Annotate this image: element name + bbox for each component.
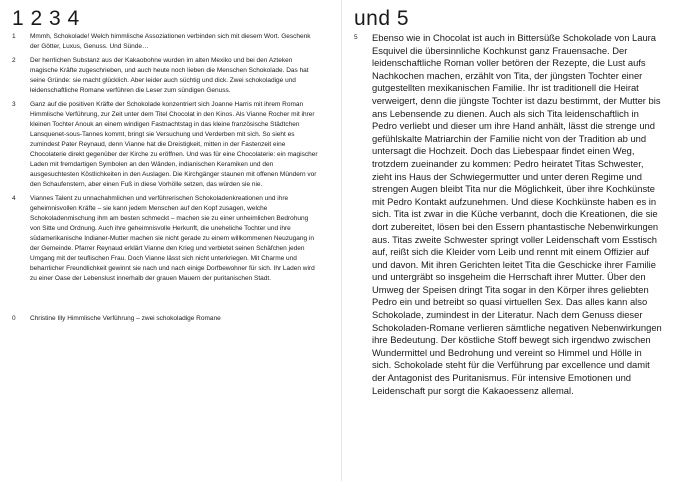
paragraph-number: 3 — [12, 101, 16, 108]
paragraph-3 — [12, 100, 318, 190]
paragraph-text: Ganz auf die positiven Kräfte der Schokolade konzentriert sich Joanne Harris mit ihrem Roman Himmlische Verführung, zur Zeit unter dem Titel Chocolat in den Kinos. Als Vianne Rocher mit ihrer kleinen Tochter Anouk an einem windigen Fastnachtstag in das kleine französische Städtchen Lansquenet-sous-Tannes kommt, bringt sie Versuchung und Verderben mit sich. So sieht es zumindest Pater Reynaud, denn Vianne hat die Dreistigkeit, mitten in der Fastenzeit eine Chocolaterie direkt gegenüber der Kirche zu eröffnen. Und was für eine Chocolaterie: ein magischer Laden mit fremdartigen Symbolen an den Wänden, indianischen Keramiken und den ausgesuchtesten Köstlichkeiten in den Auslagen. Die Kirchgänger staunen mit offenen Mündern vor den Schaufenstern, aber einen Fuß in diese Vorhölle setzen, das würden sie nie. — [30, 101, 318, 188]
footnote — [12, 314, 318, 324]
left-page-heading: 1 2 3 4 — [12, 7, 80, 30]
paragraph-number: 1 — [12, 33, 16, 40]
paragraph-5 — [354, 32, 662, 397]
paragraph-text: Viannes Talent zu unnachahmlichen und verführerischen Schokoladenkreationen und ihre geheimnisvollen Kräfte – sie kann jedem Menschen auf den Kopf zusagen, welche Schokoladenmischung ihm am besten schmeckt – machen sie zu einer unheimlichen Bedrohung von Sitte und Ordnung. Auch ihre geheimnisvolle Herkunft, die uneheliche Tochter und ihre südamerikanische Indianer-Mutter machen sie nicht gerade zu einem willkommenen Neuzugang in der Gemeinde. Pfarrer Reynaud erklärt Vianne den Krieg und verbietet seinen Schäfchen jeden Umgang mit der teuflischen Frau. Doch Vianne lässt sich nicht unterkriegen. Mit Charme und beharrlicher Freundlichkeit gewinnt sie nach und nach einige Dorfbewohner für sich. Ihr Laden wird zu einer Oase der Lebenslust innerhalb der grauen Mauern der puritanischen Stadt. — [30, 195, 315, 282]
paragraph-number: 5 — [354, 34, 358, 41]
paragraph-text: Ebenso wie in Chocolat ist auch in Bittersüße Schokolade von Laura Esquivel die übersinnliche Kochkunst ganz Frauensache. Der leidenschaftliche Roman voller betören der Rezepte, die Lust aufs Nachkochen machen, erzählt von Tita, der jüngsten Tochter einer gutgestellten mexikanischen Familie. Ihr ist traditionell die Heirat verweigert, denn die jüngste Tochter ist dazu bestimmt, der Mutter bis ans Lebensende zu dienen. Auch als sich Tita leidenschaftlich in Pedro verliebt und dieser um ihre Hand anhält, lässt die strenge und gefühlskalte Matriarchin der Familie nicht von der Tradition ab und untersagt die Hochzeit. Doch das Liebespaar findet einen Weg, trotzdem zueinander zu kommen: Pedro heiratet Titas Schwester, zieht ins Haus der Schwiegermutter und unter deren Regime und strengen Augen bleibt Tita nur die Möglichkeit, über ihre Kochkünste mit Pedro Kontakt aufzunehmen. Und diese Kochkünste haben es in sich. Tita ist zwar in die Küche verbannt, doch die Kreationen, die sie dort zubereitet, lösen bei den Essern phantastische Nebenwirkungen aus. Titas zweite Schwester springt voller Leidenschaft vom Esstisch auf, reißt sich die Kleider vom Leib und rennt mit einem Offizier auf und davon. Mit ihren Gerichten leitet Tita die Geschicke ihrer Familie und untergräbt so insgeheim die Herrschaft ihrer Mutter. Über den Umweg der Speisen dringt Tita sogar in den Körper ihres geliebten Pedro ein und betreibt so quasi virtuellen Sex. Das alles kann also Schokolade, zumindest in der Literatur. Nach dem Genuss dieser Schokoladen-Romane verlieren sämtliche negativen Nebenwirkungen ihre Bedeutung. Der köstliche Stoff bewegt sich irgendwo zwischen Wundermittel und Bedrohung und vereint so Himmel und Hölle in sich. Schokolade steht für die Verführung par excellence und damit der Antagonist des Puritanismus. Für intensive Emotionen und Leidenschaft pur sorgt die Kakaoessenz allemal. — [372, 32, 662, 396]
footnote-number: 0 — [12, 315, 16, 322]
paragraph-text: Der herrlichen Substanz aus der Kakaobohne wurden im alten Mexiko und bei den Azteken magische Kräfte zugeschrieben, und auch heute noch lieben die Menschen Schokolade. Das hat seine Gründe: sie macht glücklich. Aber leider auch süchtig und dick. Zwei schokoladige und leidenschaftliche Romane verführen die Leser zum sündigen Genuss. — [30, 57, 309, 94]
paragraph-2 — [12, 56, 318, 96]
paragraph-1 — [12, 32, 318, 52]
footnote-text: Christine Illy Himmlische Verführung – zwei schokoladige Romane — [30, 315, 221, 322]
paragraph-number: 4 — [12, 195, 16, 202]
paragraph-4 — [12, 194, 318, 284]
paragraph-number: 2 — [12, 57, 16, 64]
paragraph-text: Mmmh, Schokolade! Welch himmlische Assoziationen verbinden sich mit diesem Wort. Geschenk der Götter, Luxus, Genuss. Und Sünde… — [30, 33, 311, 50]
right-page — [342, 0, 684, 481]
right-page-heading: und 5 — [354, 7, 410, 30]
